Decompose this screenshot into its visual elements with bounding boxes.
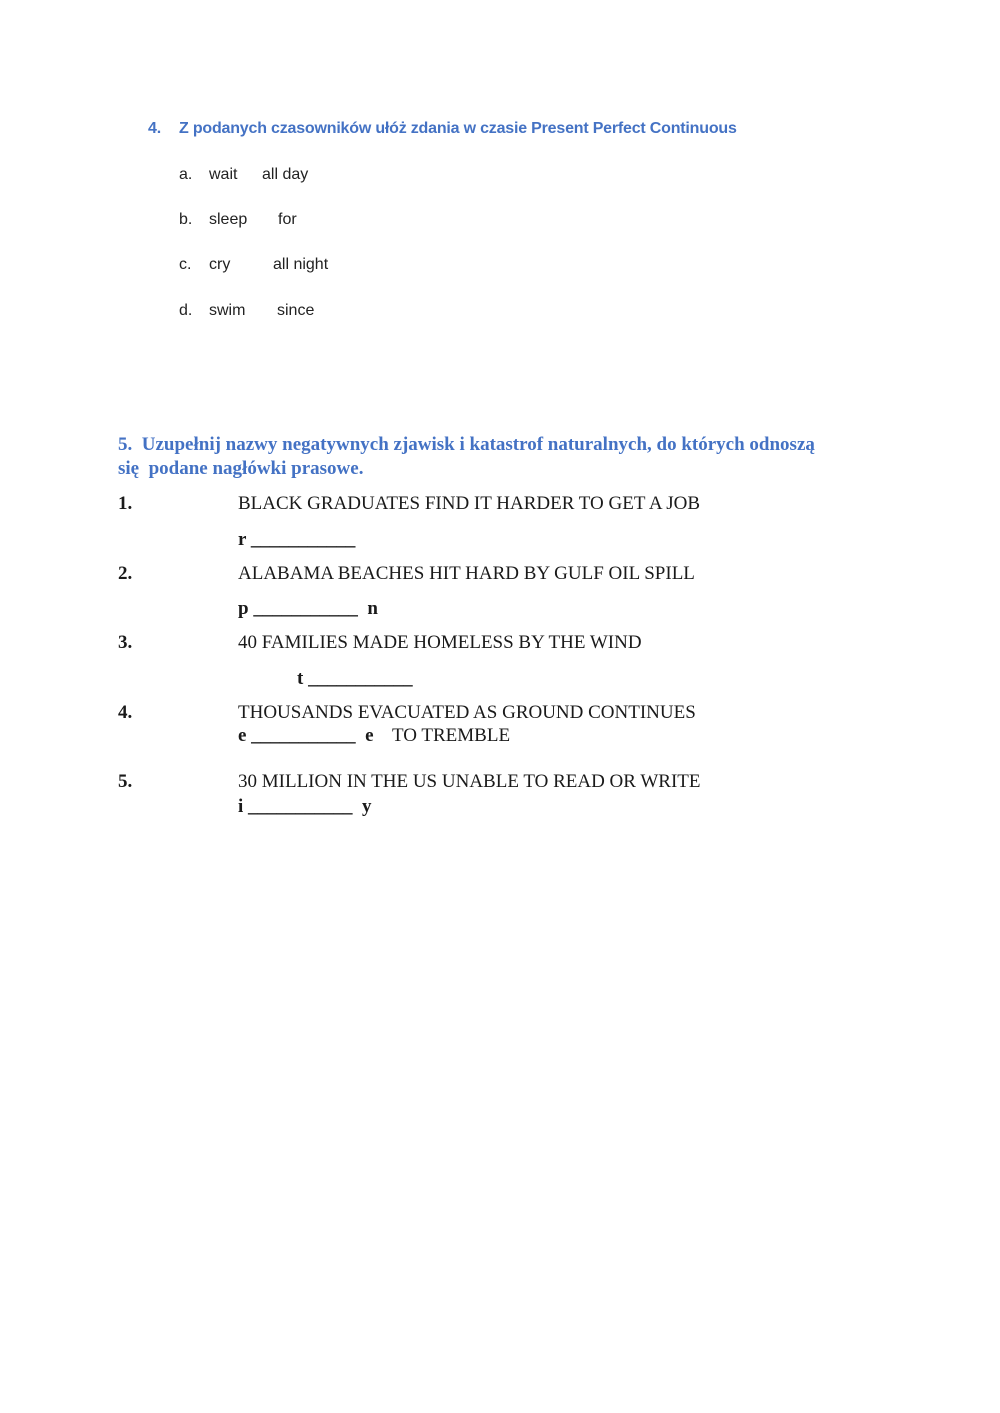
item-number: 2. [118, 563, 133, 584]
headline: 40 FAMILIES MADE HOMELESS BY THE WIND [238, 632, 642, 653]
headline: THOUSANDS EVACUATED AS GROUND CONTINUES [238, 702, 696, 723]
answer-blank[interactable]: i ___________ y [238, 796, 372, 817]
answer-blank[interactable]: t ___________ [297, 668, 413, 689]
item-verb: swim [209, 302, 246, 319]
headline: ALABAMA BEACHES HIT HARD BY GULF OIL SPILL [238, 563, 695, 584]
item-verb: wait [209, 166, 238, 183]
item-letter: a. [179, 166, 193, 183]
answer-blank[interactable]: e ___________ e [238, 725, 374, 746]
item-hint: all night [273, 256, 329, 273]
item-number: 4. [118, 702, 133, 723]
headline-continuation: TO TREMBLE [392, 725, 511, 746]
exercise-5-instruction-line2: się podane nagłówki prasowe. [118, 458, 364, 479]
item-verb: sleep [209, 211, 248, 228]
item-letter: d. [179, 302, 193, 319]
item-verb: cry [209, 256, 231, 273]
exercise-4-number: 4. [148, 120, 161, 137]
item-hint: since [277, 302, 315, 319]
item-letter: b. [179, 211, 193, 228]
answer-blank[interactable]: r ___________ [238, 529, 356, 550]
answer-blank[interactable]: p ___________ n [238, 598, 378, 619]
item-number: 3. [118, 632, 133, 653]
item-hint: for [278, 211, 297, 228]
item-hint: all day [262, 166, 309, 183]
headline: BLACK GRADUATES FIND IT HARDER TO GET A JOB [238, 493, 701, 514]
headline: 30 MILLION IN THE US UNABLE TO READ OR WRITE [238, 771, 701, 792]
item-number: 5. [118, 771, 133, 792]
exercise-5-instruction-line1: 5. Uzupełnij nazwy negatywnych zjawisk i katastrof naturalnych, do których odnoszą [118, 434, 815, 455]
item-letter: c. [179, 256, 192, 273]
exercise-4-instruction: Z podanych czasowników ułóż zdania w czasie Present Perfect Continuous [179, 120, 737, 137]
item-number: 1. [118, 493, 133, 514]
